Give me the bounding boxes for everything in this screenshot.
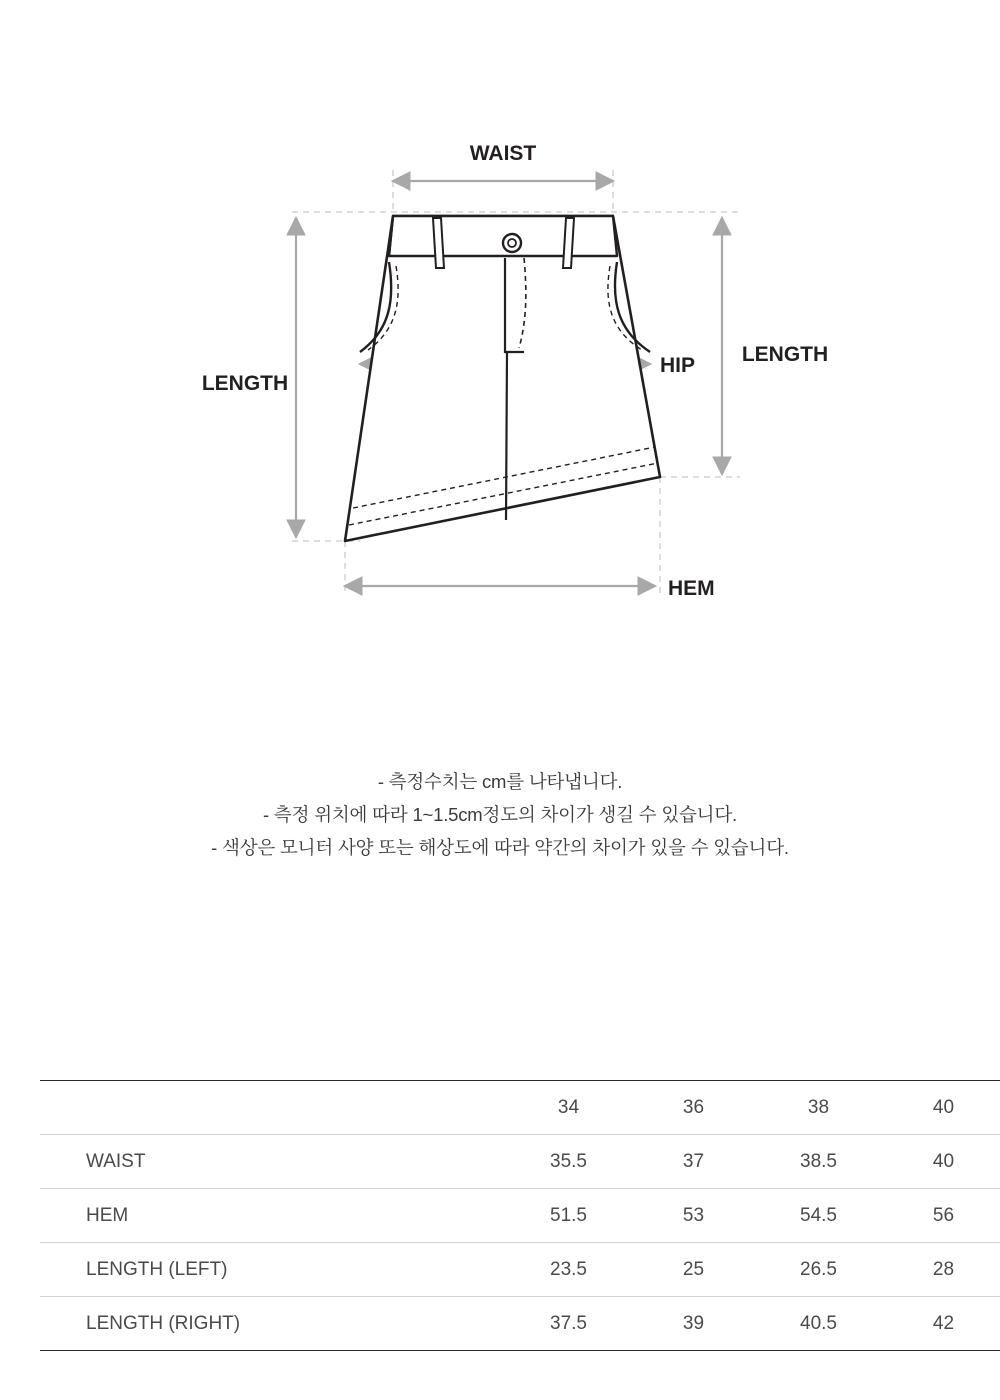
row-value: 51.5: [506, 1189, 631, 1243]
note-line: - 색상은 모니터 사양 또는 해상도에 따라 약간의 차이가 있을 수 있습니다.: [211, 837, 789, 858]
row-value: 54.5: [756, 1189, 881, 1243]
row-label: LENGTH (LEFT): [40, 1243, 506, 1297]
row-value: 38.5: [756, 1135, 881, 1189]
row-value: 37.5: [506, 1297, 631, 1351]
row-value: 53: [631, 1189, 756, 1243]
table-header-cell: 36: [631, 1081, 756, 1135]
hip-label: HIP: [660, 354, 696, 377]
hem-label: HEM: [668, 577, 715, 600]
table-header-cell: 34: [506, 1081, 631, 1135]
row-value: 26.5: [756, 1243, 881, 1297]
length-left-label: LENGTH: [201, 372, 289, 395]
table-row: [40, 1243, 1000, 1297]
row-value: 40: [881, 1135, 1000, 1189]
skirt-illustration: [345, 216, 660, 541]
measurement-notes: [0, 765, 1000, 864]
row-value: 37: [631, 1135, 756, 1189]
row-label: WAIST: [40, 1135, 506, 1189]
table-header-cell: 38: [756, 1081, 881, 1135]
row-value: 42: [881, 1297, 1000, 1351]
table-header-row: [40, 1081, 1000, 1135]
row-value: 28: [881, 1243, 1000, 1297]
row-value: 25: [631, 1243, 756, 1297]
measurement-diagram: [0, 0, 1000, 660]
row-value: 40.5: [756, 1297, 881, 1351]
table-row: [40, 1135, 1000, 1189]
note-line: - 측정수치는 cm를 나타냅니다.: [377, 771, 623, 792]
table-row: [40, 1297, 1000, 1351]
size-chart-table: [40, 1080, 1000, 1351]
table-header-cell: [40, 1081, 506, 1135]
row-label: HEM: [40, 1189, 506, 1243]
row-value: 35.5: [506, 1135, 631, 1189]
table-header-cell: 40: [881, 1081, 1000, 1135]
length-right-label: LENGTH: [741, 343, 829, 366]
row-value: 56: [881, 1189, 1000, 1243]
row-value: 23.5: [506, 1243, 631, 1297]
row-label: LENGTH (RIGHT): [40, 1297, 506, 1351]
table-row: [40, 1189, 1000, 1243]
row-value: 39: [631, 1297, 756, 1351]
note-line: - 측정 위치에 따라 1~1.5cm정도의 차이가 생길 수 있습니다.: [263, 804, 737, 825]
waist-label: WAIST: [469, 142, 537, 165]
